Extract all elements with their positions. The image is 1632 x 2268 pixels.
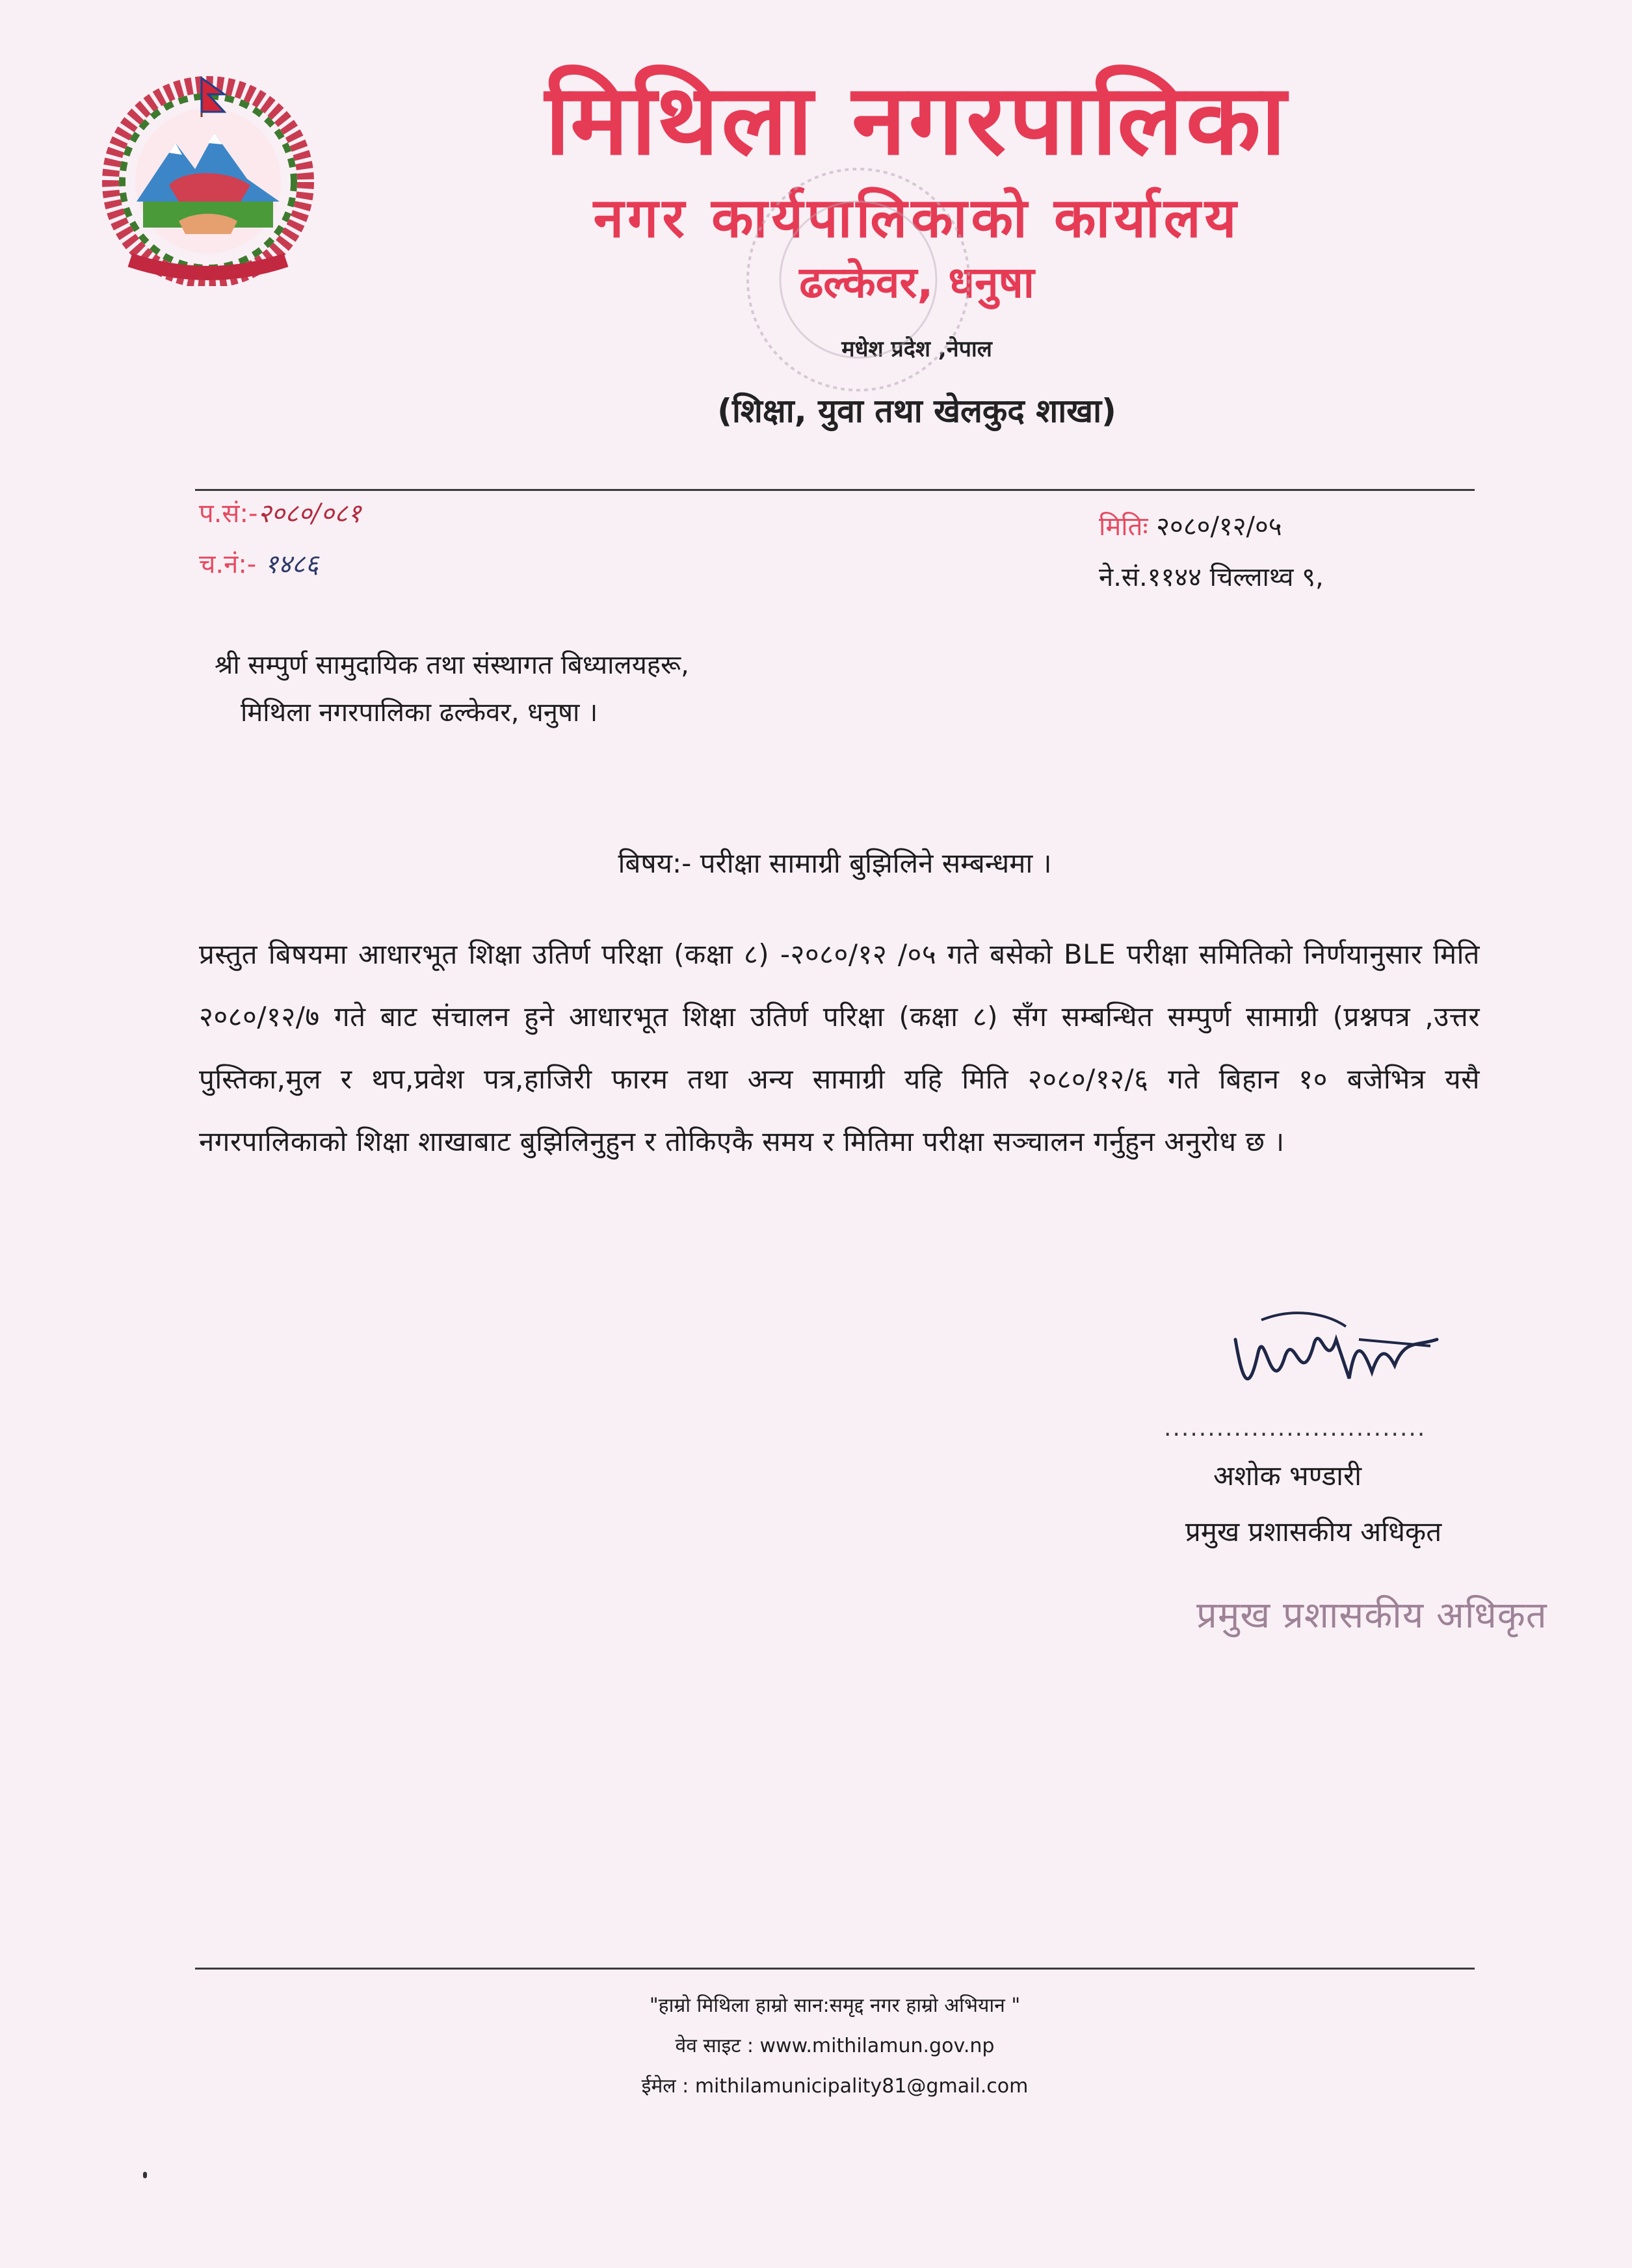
addressee-line-2: मिथिला नगरपालिका ढल्केवर, धनुषा । [241,698,598,728]
branch-name: (शिक्षा, युवा तथा खेलकुद शाखा) [717,392,1116,430]
letter-subject: बिषय:- परीक्षा सामाग्री बुझिलिने सम्बन्धमा । [618,847,1052,879]
header-divider [195,489,1475,491]
footer-divider [195,1968,1475,1970]
addressee-line-1: श्री सम्पुर्ण सामुदायिक तथा संस्थागत बिध्यालयहरू, [215,650,689,680]
letter-number [199,495,361,532]
letter-body: प्रस्तुत बिषयमा आधारभूत शिक्षा उतिर्ण परिक्षा (कक्षा ८) -२०८०/१२ /०५ गते बसेको BLE परीक्षा समितिको निर्णयानुसार मिति २०८०/१२/७ गते बाट संचालन हुने आधारभूत शिक्षा उतिर्ण परिक्षा (कक्षा ८) सँग सम्बन्धित सम्पुर्ण सामाग्री (प्रश्नपत्र ,उत्तर पुस्तिका,मुल र थप,प्रवेश पत्र,हाजिरी फारम तथा अन्य सामाग्री यहि मिति २०८०/१२/६ गते बिहान १० बजेभित्र यसै नगरपालिकाको शिक्षा शाखाबाट बुझिलिनुहुन र तोकिएकै समय र मितिमा परीक्षा सञ्चालन गर्नुहुन अनुरोध छ । [199,938,1480,1157]
footer-slogan: "हाम्रो मिथिला हाम्रो सान:समृद्द नगर हाम्रो अभियान " [649,1994,1021,2017]
nepal-emblem-icon [98,72,319,286]
office-seal-stamp-icon [722,150,995,410]
signer-designation: प्रमुख प्रशासकीय अधिकृत [1185,1516,1442,1548]
footer-email: ईमेल : mithilamunicipality81@gmail.com [641,2075,1029,2098]
dispatch-number [199,546,319,583]
dispatch-number-value: १४८६ [264,549,319,579]
dispatch-number-label: च.नं:- [199,549,257,579]
letter-date [1099,508,1282,545]
letter-number-value: २०८०/०८१ [257,499,362,529]
margin-mark [143,2172,147,2178]
letter-number-label: प.सं:- [199,499,258,529]
date-value: २०८०/१२/०५ [1156,512,1282,542]
province-line: मधेश प्रदेश ,नेपाल [841,336,992,362]
signer-name: अशोक भण्डारी [1213,1460,1362,1492]
designation-stamp: प्रमुख प्रशासकीय अधिकृत [1196,1594,1547,1637]
nepal-sambat-date: ने.सं.११४४ चिल्लाथ्व ९, [1099,562,1324,592]
office-title: नगर कार्यपालिकाको कार्यालय [593,186,1241,250]
footer-website: वेव साइट : www.mithilamun.gov.np [675,2035,995,2057]
municipality-title: मिथिला नगरपालिका [545,64,1289,177]
date-label: मितिः [1099,512,1148,542]
office-location: ढल्केवर, धनुषा [799,257,1034,308]
signature-dotted-line: .............................. [1164,1415,1427,1442]
handwritten-signature-icon [1222,1300,1450,1411]
